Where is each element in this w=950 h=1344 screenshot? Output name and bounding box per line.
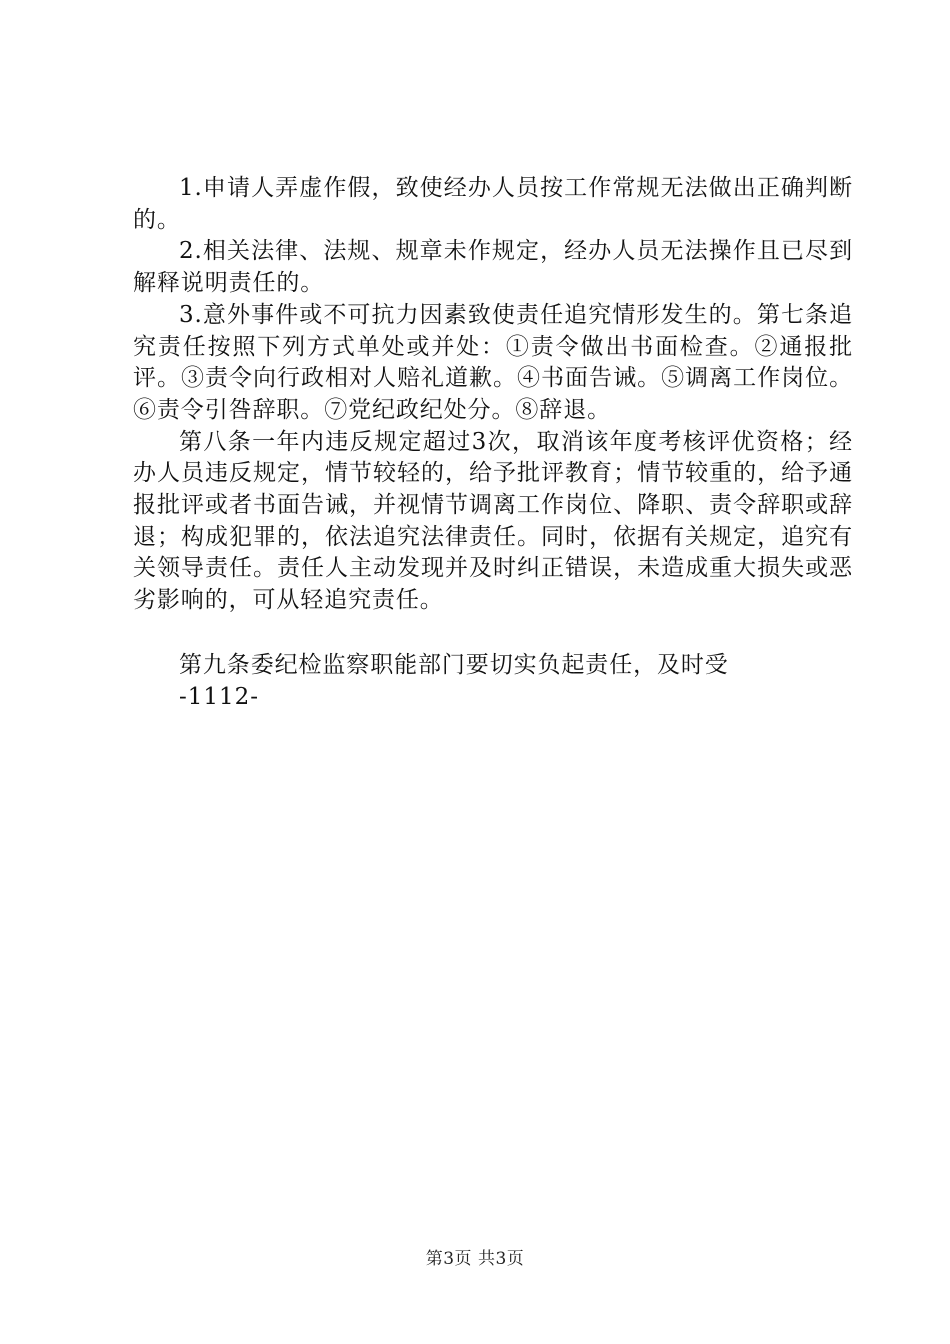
paragraph-article-8: 第八条一年内违反规定超过3次，取消该年度考核评优资格；经办人员违反规定，情节较轻的，给予批评教育；情节较重的，给予通报批评或者书面告诫，并视情节调离工作岗位、降职、责令辞职或辞退；构成犯罪的，依法追究法律责任。同时，依据有关规定，追究有关领导责任。责任人主动发现并及时纠正错误，未造成重大损失或恶劣影响的，可从轻追究责任。 — [133, 428, 853, 614]
paragraph-item-2: 2.相关法律、法规、规章未作规定，经办人员无法操作且已尽到解释说明责任的。 — [133, 238, 853, 297]
paragraph-item-3-article-7: 3.意外事件或不可抗力因素致使责任追究情形发生的。第七条追究责任按照下列方式单处或并处：①责令做出书面检查。②通报批评。③责令向行政相对人赔礼道歉。④书面告诫。⑤调离工作岗位。⑥责令引咎辞职。⑦党纪政纪处分。⑧辞退。 — [133, 301, 853, 423]
paragraph-article-9: 第九条委纪检监察职能部门要切实负起责任，及时受 — [179, 651, 729, 678]
document-body — [133, 173, 853, 713]
inline-page-marker: -1112- — [179, 683, 260, 710]
page-footer: 第3页 共3页 — [425, 1249, 525, 1269]
paragraph-item-1: 1.申请人弄虚作假，致使经办人员按工作常规无法做出正确判断的。 — [133, 175, 853, 233]
